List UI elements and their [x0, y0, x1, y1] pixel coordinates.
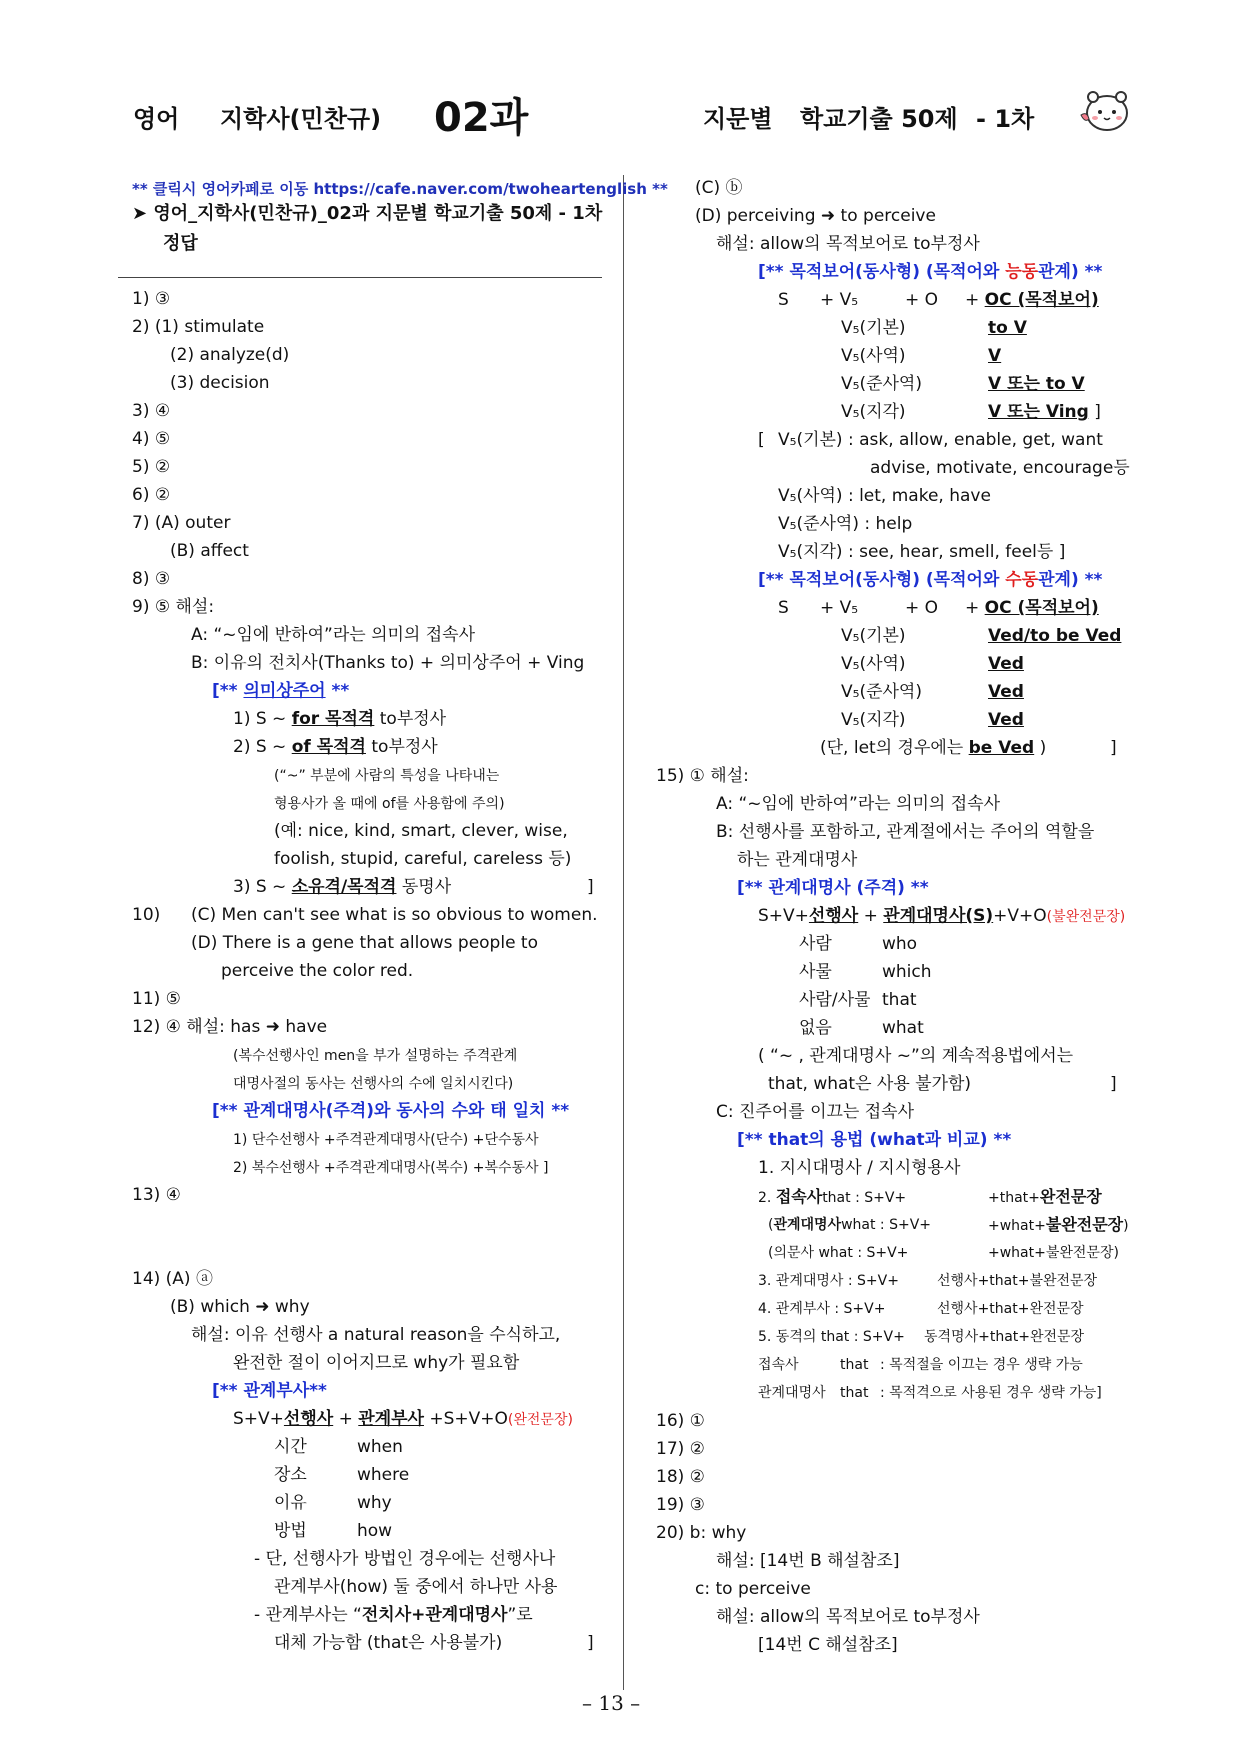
- box5-title: [** that의 용법 (what과 비교) **: [737, 1130, 1012, 1150]
- formula2-o: + O: [905, 598, 939, 618]
- answer-2: 2) (1) stimulate: [132, 317, 265, 337]
- answer-14: 14) (A) ⓐ: [132, 1269, 213, 1289]
- answer-10: 10): [132, 905, 161, 925]
- omit-conj: 접속사: [758, 1357, 799, 1373]
- box1-title: [** 의미상주어 **: [212, 681, 350, 701]
- box2-title: [** 관계대명사(주격)와 동사의 수와 태 일치 **: [212, 1101, 570, 1121]
- rp-who: who: [882, 934, 918, 954]
- answer-15-b1: B: 선행사를 포함하고, 관계절에서는 주어의 역할을: [716, 822, 1095, 842]
- that-usage-2c: (의문사 what : S+V+: [768, 1245, 909, 1261]
- answer-14-note2: 완전한 절이 이어지므로 why가 필요함: [233, 1353, 520, 1373]
- that-usage-4: 4. 관계부사 : S+V+: [758, 1301, 886, 1317]
- answer-10-c: (C) Men can't see what is so obvious to women.: [191, 905, 598, 925]
- answer-12-note1: (복수선행사인 men을 부가 설명하는 주격관계: [233, 1048, 518, 1064]
- box2-line2: 2) 복수선행사 +주격관계대명사(복수) +복수동사 ]: [233, 1160, 549, 1176]
- answer-18: 18) ②: [656, 1467, 705, 1487]
- v5-basic-2: V₅(기본): [841, 626, 906, 646]
- formula-o: + O: [905, 290, 939, 310]
- answer-10-d: (D) There is a gene that allows people to: [191, 933, 538, 953]
- passive-perception: Ved: [988, 710, 1024, 730]
- box1-line3: 3) S ~ 소유격/목적격 동명사: [233, 877, 452, 897]
- column-divider: [623, 175, 624, 1690]
- rp-which: which: [882, 962, 932, 982]
- answer-2-3: (3) decision: [170, 373, 270, 393]
- box2-line1: 1) 단수선행사 +주격관계대명사(단수) +단수동사: [233, 1132, 539, 1148]
- that-usage-2: 2. 접속사that : S+V+: [758, 1187, 907, 1206]
- answer-20-c: c: to perceive: [695, 1579, 811, 1599]
- answer-17: 17) ②: [656, 1439, 705, 1459]
- round: - 1차: [976, 105, 1035, 133]
- answer-15-a: A: “~임에 반하여”라는 의미의 접속사: [716, 794, 1001, 814]
- list-basic2: advise, motivate, encourage등: [870, 458, 1130, 478]
- adv-why: why: [357, 1493, 392, 1513]
- answer-12-note2: 대명사절의 동사는 선행사의 수에 일치시킨다): [233, 1076, 514, 1092]
- formula-v: + V₅: [820, 290, 859, 310]
- that-usage-2b-right: +what+불완전문장): [988, 1215, 1129, 1234]
- v5-perception-2: V₅(지각): [841, 710, 906, 730]
- rp-person: 사람: [799, 934, 832, 954]
- passive-causal: Ved: [988, 654, 1024, 674]
- answer-4: 4) ⑤: [132, 429, 171, 449]
- bear-mascot-icon: [1077, 85, 1133, 137]
- lesson-number: 02과: [434, 95, 529, 141]
- answer-13: 13) ④: [132, 1185, 181, 1205]
- formula-oc: + OC (목적보어): [965, 290, 1099, 310]
- passive-basic: Ved/to be Ved: [988, 626, 1122, 646]
- title-separator: [118, 277, 602, 278]
- formula-s: S: [778, 290, 789, 310]
- v5-semi-2: V₅(준사역): [841, 682, 922, 702]
- v5-causal: V₅(사역): [841, 346, 906, 366]
- doc-title: ➤ 영어_지학사(민찬규)_02과 지문별 학교기출 50제 - 1차: [132, 203, 603, 224]
- answer-20: 20) b: why: [656, 1523, 747, 1543]
- adv-time: 시간: [274, 1437, 307, 1457]
- list-causal: V₅(사역) : let, make, have: [778, 486, 991, 506]
- rp-what: what: [882, 1018, 924, 1038]
- page-number: – 13 –: [582, 1691, 641, 1715]
- answer-14-d: (D) perceiving ➜ to perceive: [695, 206, 936, 226]
- box-passive-title: [** 목적보어(동사형) (목적어와 수동관계) **: [758, 570, 1103, 590]
- that-usage-3: 3. 관계대명사 : S+V+: [758, 1273, 899, 1289]
- list-bracket: [: [758, 430, 765, 450]
- rp-that: that: [882, 990, 917, 1010]
- that-usage-2c-right: +what+불완전문장): [988, 1245, 1119, 1261]
- box4-title: [** 관계대명사 (주격) **: [737, 878, 929, 898]
- that-usage-4-right: 선행사+that+완전문장: [937, 1301, 1084, 1317]
- answer-12: 12) ④ 해설: has ➜ have: [132, 1017, 328, 1037]
- that-usage-3-right: 선행사+that+불완전문장: [937, 1273, 1098, 1289]
- box4-formula: S+V+선행사 + 관계대명사(S)+V+O(불완전문장): [758, 906, 1126, 926]
- adv-how: how: [357, 1521, 393, 1541]
- adv-place: 장소: [274, 1465, 307, 1485]
- that-usage-2b: (관계대명사what : S+V+: [768, 1217, 932, 1233]
- box3-formula: S+V+선행사 + 관계부사 +S+V+O(완전문장): [233, 1409, 573, 1429]
- answer-14-b: (B) which ➜ why: [170, 1297, 310, 1317]
- list-perception: V₅(지각) : see, hear, smell, feel등 ]: [778, 542, 1066, 562]
- let-note: (단, let의 경우에는 be Ved ): [820, 738, 1047, 758]
- box4-bracket: ]: [1110, 1074, 1117, 1094]
- rp-none: 없음: [799, 1018, 832, 1038]
- active-perception: V 또는 Ving ]: [988, 402, 1101, 422]
- series: 지문별: [703, 105, 773, 133]
- adv-where: where: [357, 1465, 410, 1485]
- answer-14-note1: 해설: 이유 선행사 a natural reason을 수식하고,: [191, 1325, 561, 1345]
- answer-19: 19) ③: [656, 1495, 705, 1515]
- v5-perception: V₅(지각): [841, 402, 906, 422]
- box3-note2: 관계부사(how) 둘 중에서 하나만 사용: [274, 1577, 558, 1597]
- active-causal: V: [988, 346, 1002, 366]
- adv-when: when: [357, 1437, 403, 1457]
- adv-way: 방법: [274, 1521, 307, 1541]
- active-semi: V 또는 to V: [988, 374, 1085, 394]
- formula2-s: S: [778, 598, 789, 618]
- answer-15-b2: 하는 관계대명사: [737, 850, 858, 870]
- that-usage-5-right: 동격명사+that+완전문장: [924, 1329, 1085, 1345]
- passive-semi: Ved: [988, 682, 1024, 702]
- that-usage-1: 1. 지시대명사 / 지시형용사: [758, 1158, 961, 1178]
- cafe-link[interactable]: ** 클릭시 영어카페로 이동 https://cafe.naver.com/twoheartenglish **: [132, 180, 668, 198]
- v5-basic: V₅(기본): [841, 318, 906, 338]
- box1-note3: (예: nice, kind, smart, clever, wise,: [274, 821, 568, 841]
- subject: 영어: [133, 105, 180, 133]
- list-semi: V₅(준사역) : help: [778, 514, 913, 534]
- answer-7: 7) (A) outer: [132, 513, 231, 533]
- adv-reason: 이유: [274, 1493, 307, 1513]
- book-name: 지학사(민찬규): [220, 105, 382, 133]
- box4-note2: that, what은 사용 불가함): [768, 1074, 972, 1094]
- answer-15-c: C: 진주어를 이끄는 접속사: [716, 1102, 915, 1122]
- omit-conj-note: : 목적절을 이끄는 경우 생략 가능: [880, 1357, 1083, 1373]
- that-usage-2-right: +that+완전문장: [988, 1187, 1102, 1206]
- v5-causal-2: V₅(사역): [841, 654, 906, 674]
- box1-line1: 1) S ~ for 목적격 to부정사: [233, 709, 447, 729]
- answer-10-d2: perceive the color red.: [221, 961, 414, 981]
- formula2-oc: + OC (목적보어): [965, 598, 1099, 618]
- box1-note4: foolish, stupid, careful, careless 등): [274, 849, 572, 869]
- list-basic: V₅(기본) : ask, allow, enable, get, want: [778, 430, 1103, 450]
- answer-9: 9) ⑤ 해설:: [132, 597, 215, 617]
- answer-3: 3) ④: [132, 401, 171, 421]
- rp-thing: 사물: [799, 962, 832, 982]
- omit-rel-that: that: [840, 1385, 869, 1401]
- formula2-v: + V₅: [820, 598, 859, 618]
- answer-1: 1) ③: [132, 289, 171, 309]
- answer-14-c: (C) ⓑ: [695, 178, 743, 198]
- answer-15: 15) ① 해설:: [656, 766, 749, 786]
- answer-2-2: (2) analyze(d): [170, 345, 290, 365]
- box3-title: [** 관계부사**: [212, 1381, 327, 1401]
- collection: 학교기출 50제: [800, 105, 958, 133]
- answer-7-b: (B) affect: [170, 541, 249, 561]
- answer-8: 8) ③: [132, 569, 171, 589]
- box3-bracket: ]: [587, 1633, 594, 1653]
- answer-14-d-note: 해설: allow의 목적보어로 to부정사: [716, 234, 980, 254]
- omit-rel-note: : 목적격으로 사용된 경우 생략 가능]: [880, 1385, 1102, 1401]
- box3-note1: - 단, 선행사가 방법인 경우에는 선행사나: [254, 1549, 556, 1569]
- that-usage-5: 5. 동격의 that : S+V+: [758, 1329, 905, 1345]
- answer-20-c-ref: [14번 C 해설참조]: [758, 1635, 898, 1655]
- v5-semi: V₅(준사역): [841, 374, 922, 394]
- answer-6: 6) ②: [132, 485, 171, 505]
- box1-note1: (“~” 부분에 사람의 특성을 나타내는: [274, 768, 500, 784]
- rp-both: 사람/사물: [799, 990, 871, 1010]
- passive-bracket: ]: [1110, 738, 1117, 758]
- box3-note4: 대체 가능함 (that은 사용불가): [274, 1633, 503, 1653]
- doc-title-answers: 정답: [163, 233, 198, 254]
- box3-note3: - 관계부사는 “전치사+관계대명사”로: [254, 1605, 533, 1625]
- answer-9-b: B: 이유의 전치사(Thanks to) + 의미상주어 + Ving: [191, 653, 585, 673]
- omit-rel: 관계대명사: [758, 1385, 826, 1401]
- answer-9-a: A: “~임에 반하여”라는 의미의 접속사: [191, 625, 476, 645]
- box-active-title: [** 목적보어(동사형) (목적어와 능동관계) **: [758, 262, 1103, 282]
- answer-11: 11) ⑤: [132, 989, 181, 1009]
- answer-5: 5) ②: [132, 457, 171, 477]
- answer-20-b-note: 해설: [14번 B 해설참조]: [716, 1551, 900, 1571]
- omit-conj-that: that: [840, 1357, 869, 1373]
- box1-line2: 2) S ~ of 목적격 to부정사: [233, 737, 438, 757]
- active-basic: to V: [988, 318, 1027, 338]
- answer-16: 16) ①: [656, 1411, 705, 1431]
- box1-note2: 형용사가 올 때에 of를 사용함에 주의): [274, 796, 505, 812]
- box1-bracket: ]: [587, 877, 594, 897]
- box4-note1: ( “~ , 관계대명사 ~”의 계속적용법에서는: [758, 1046, 1074, 1066]
- answer-20-c-note: 해설: allow의 목적보어로 to부정사: [716, 1607, 980, 1627]
